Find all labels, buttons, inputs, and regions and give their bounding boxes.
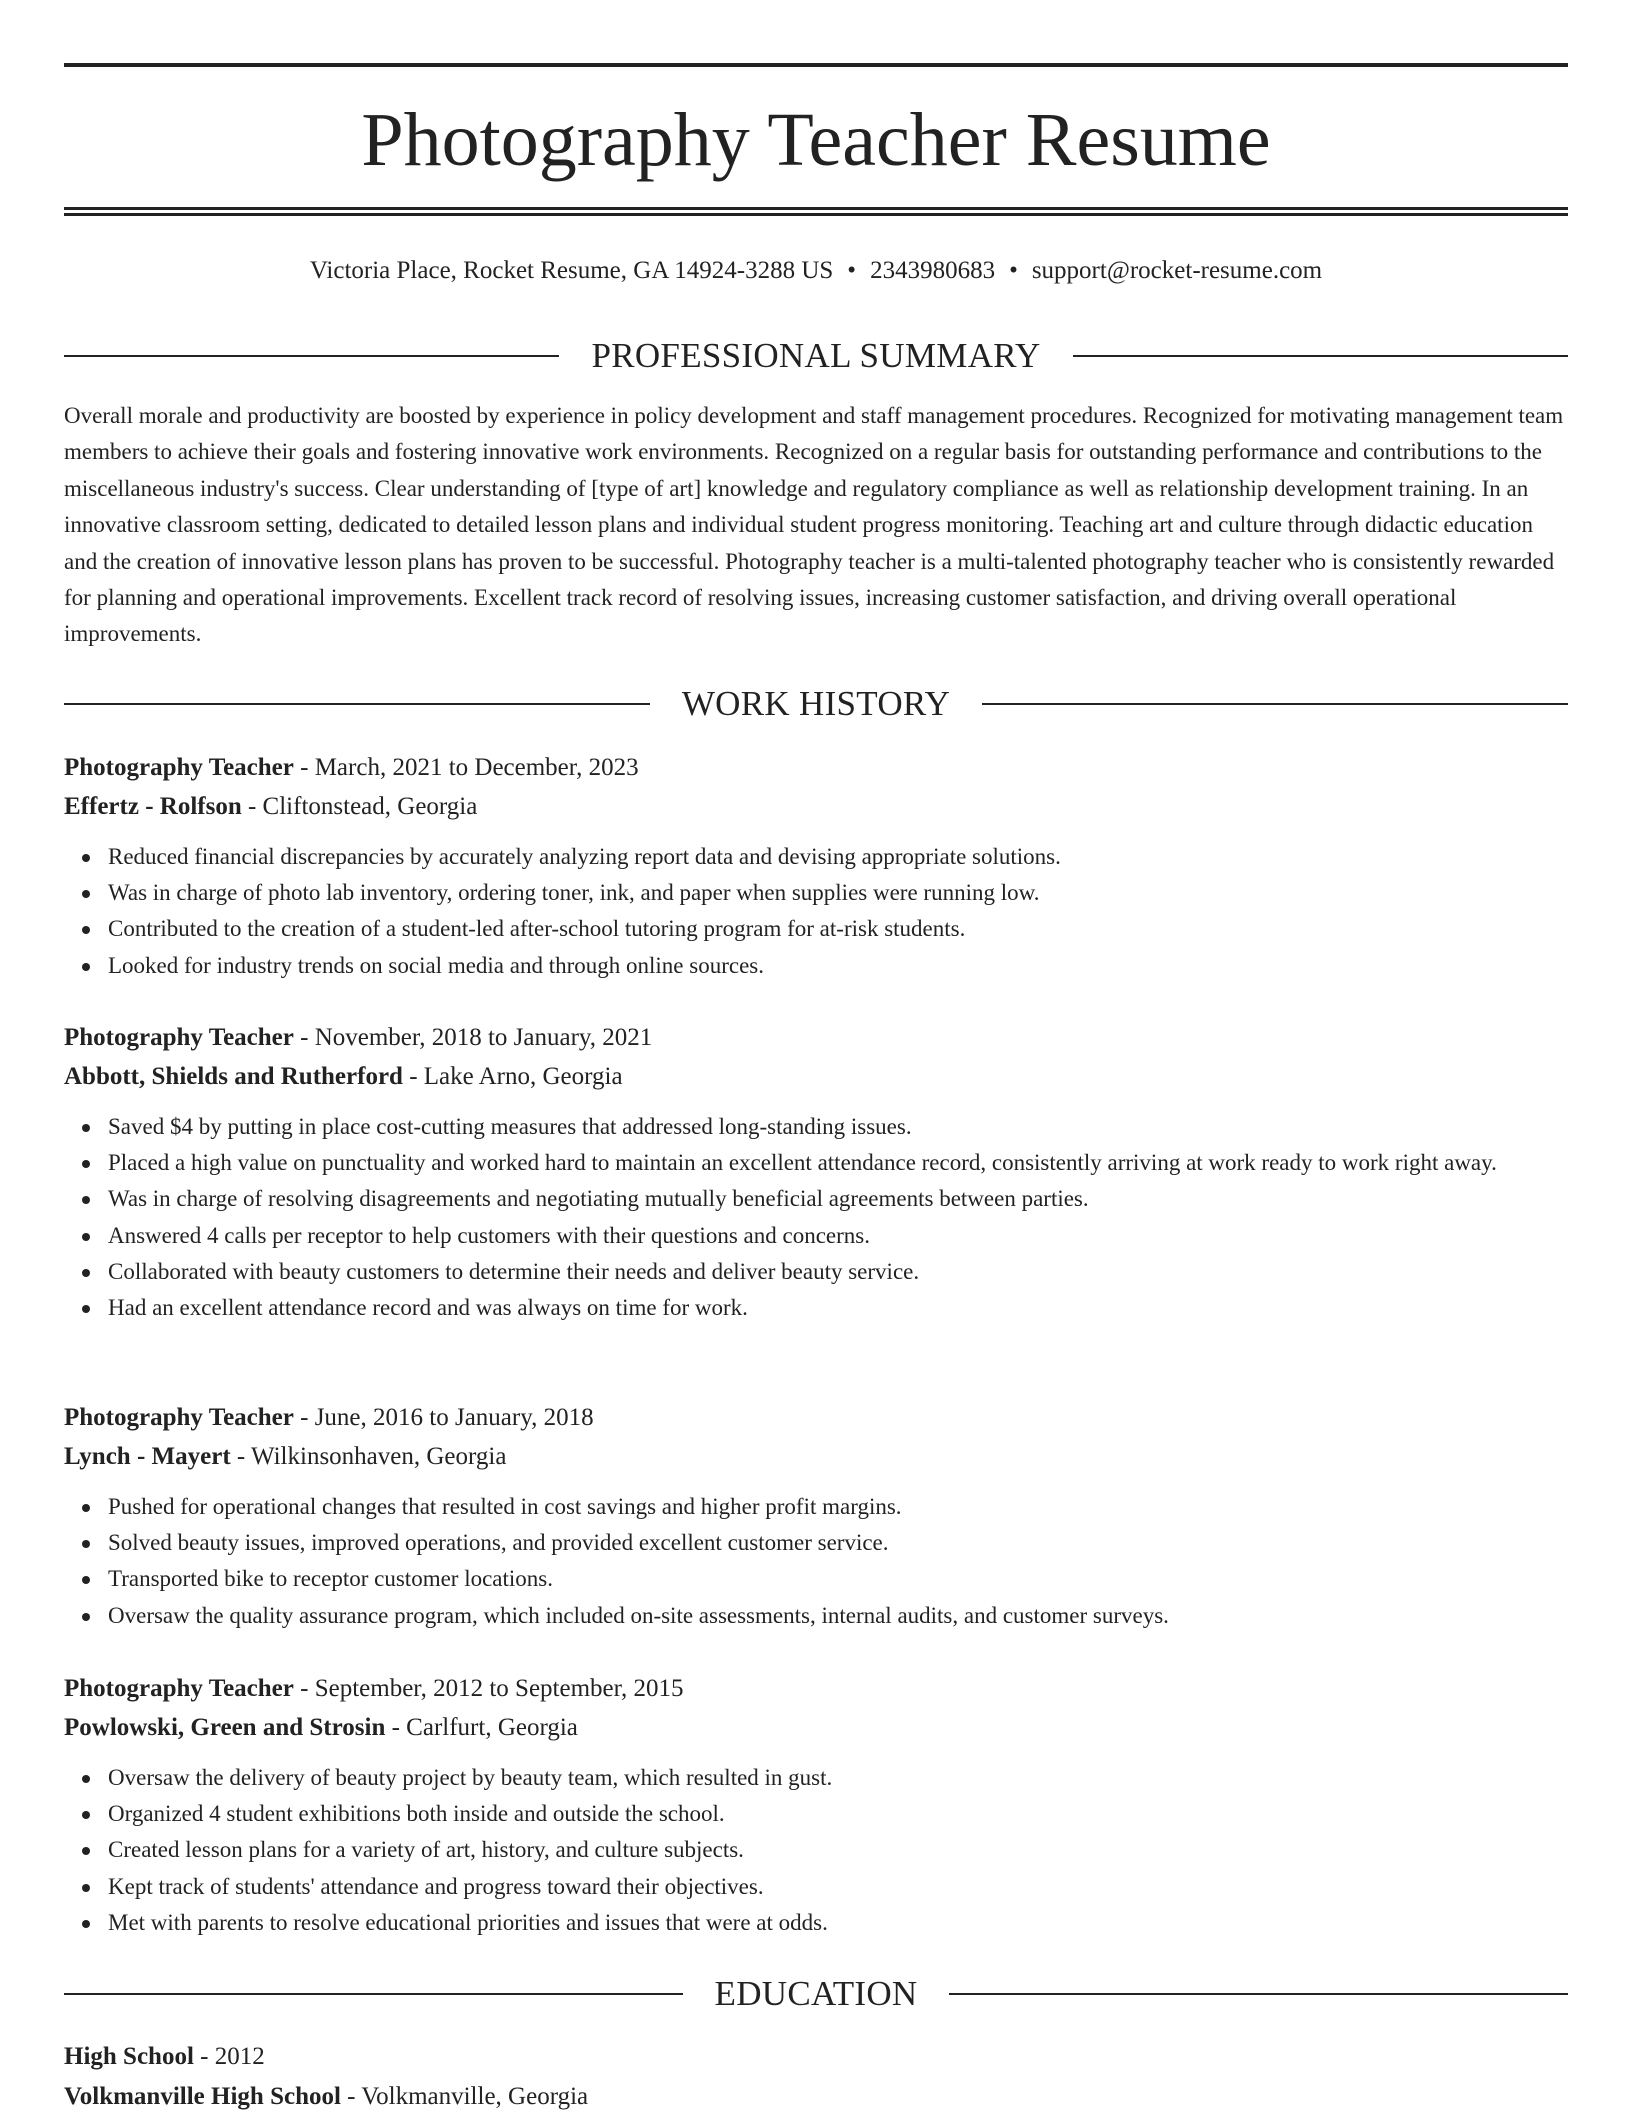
title-double-rule <box>64 207 1568 216</box>
education-entry <box>64 2037 1568 2117</box>
list-item: Reduced financial discrepancies by accurately analyzing report data and devising appropriate solutions. <box>108 839 1568 875</box>
work-heading: WORK HISTORY <box>681 684 951 723</box>
list-item: Answered 4 calls per receptor to help customers with their questions and concerns. <box>108 1218 1568 1254</box>
list-item: Created lesson plans for a variety of art, history, and culture subjects. <box>108 1832 1568 1868</box>
job-title: Photography Teacher <box>64 1675 294 1702</box>
education-school: Volkmanville High School <box>64 2083 341 2110</box>
list-item: Collaborated with beauty customers to determine their needs and deliver beauty service. <box>108 1254 1568 1290</box>
resume-title: Photography Teacher Resume <box>361 98 1271 182</box>
job-location: - Carlfurt, Georgia <box>385 1714 578 1741</box>
list-item: Was in charge of resolving disagreements and negotiating mutually beneficial agreements between parties. <box>108 1181 1568 1217</box>
job-bullet-list <box>64 1489 1568 1634</box>
job-company: Abbott, Shields and Rutherford <box>64 1063 403 1090</box>
education-section-heading <box>64 1972 1568 2016</box>
job-bullet-list <box>64 839 1568 984</box>
job-company-line <box>64 1437 1568 1476</box>
education-heading: EDUCATION <box>714 1974 918 2013</box>
work-section-heading <box>64 682 1568 726</box>
job-company: Effertz - Rolfson <box>64 793 242 820</box>
summary-section-heading <box>64 334 1568 378</box>
list-item: Solved beauty issues, improved operations, and provided excellent customer service. <box>108 1525 1568 1561</box>
contact-email: support@rocket-resume.com <box>1031 257 1323 284</box>
job-location: - Wilkinsonhaven, Georgia <box>230 1443 507 1470</box>
list-item: Oversaw the delivery of beauty project by beauty team, which resulted in gust. <box>108 1760 1568 1796</box>
job-bullet-list <box>64 1760 1568 1941</box>
job-entry <box>64 748 1568 984</box>
list-item: Looked for industry trends on social media and through online sources. <box>108 948 1568 984</box>
section-rule-right <box>1073 355 1568 357</box>
job-dates: - June, 2016 to January, 2018 <box>293 1404 594 1431</box>
job-location: - Cliftonstead, Georgia <box>241 793 478 820</box>
section-rule-right <box>982 703 1568 705</box>
contact-separator: • <box>847 257 857 284</box>
contact-address: Victoria Place, Rocket Resume, GA 14924-3288 US <box>309 257 834 284</box>
job-title-line <box>64 1398 1568 1437</box>
job-company-line <box>64 787 1568 826</box>
list-item: Organized 4 student exhibitions both inside and outside the school. <box>108 1796 1568 1832</box>
contact-separator: • <box>1009 257 1018 284</box>
education-degree-line <box>64 2037 1568 2077</box>
job-title: Photography Teacher <box>64 754 294 781</box>
list-item: Met with parents to resolve educational priorities and issues that were at odds. <box>108 1905 1568 1941</box>
top-rule <box>64 63 1568 67</box>
section-rule-left <box>64 703 650 705</box>
list-item: Placed a high value on punctuality and worked hard to maintain an excellent attendance record, consistently arriving at work ready to work right away. <box>108 1145 1568 1181</box>
education-location: - Volkmanville, Georgia <box>340 2083 589 2110</box>
section-rule-right <box>949 1993 1568 1995</box>
list-item: Transported bike to receptor customer locations. <box>108 1561 1568 1597</box>
job-title-line <box>64 748 1568 787</box>
job-company-line <box>64 1708 1568 1747</box>
list-item: Was in charge of photo lab inventory, ordering toner, ink, and paper when supplies were running low. <box>108 875 1568 911</box>
job-entry <box>64 1398 1568 1634</box>
job-bullet-list <box>64 1109 1568 1326</box>
contact-phone: 2343980683 <box>870 257 996 284</box>
education-school-line <box>64 2077 1568 2117</box>
job-dates: - September, 2012 to September, 2015 <box>293 1675 684 1702</box>
section-rule-left <box>64 1993 683 1995</box>
education-year: - 2012 <box>193 2043 265 2070</box>
list-item: Saved $4 by putting in place cost-cutting measures that addressed long-standing issues. <box>108 1109 1568 1145</box>
job-dates: - November, 2018 to January, 2021 <box>293 1024 653 1051</box>
job-title: Photography Teacher <box>64 1404 294 1431</box>
job-title: Photography Teacher <box>64 1024 294 1051</box>
section-rule-left <box>64 355 559 357</box>
job-title-line <box>64 1018 1568 1057</box>
list-item: Pushed for operational changes that resulted in cost savings and higher profit margins. <box>108 1489 1568 1525</box>
summary-heading: PROFESSIONAL SUMMARY <box>591 336 1041 375</box>
job-entry <box>64 1669 1568 1941</box>
job-company: Lynch - Mayert <box>64 1443 231 1470</box>
list-item: Kept track of students' attendance and progress toward their objectives. <box>108 1869 1568 1905</box>
list-item: Had an excellent attendance record and was always on time for work. <box>108 1290 1568 1326</box>
job-title-line <box>64 1669 1568 1708</box>
contact-line <box>64 254 1568 288</box>
job-company: Powlowski, Green and Strosin <box>64 1714 386 1741</box>
list-item: Contributed to the creation of a student-led after-school tutoring program for at-risk students. <box>108 911 1568 947</box>
job-company-line <box>64 1057 1568 1096</box>
education-degree: High School <box>64 2043 194 2070</box>
list-item: Oversaw the quality assurance program, which included on-site assessments, internal audits, and customer surveys. <box>108 1598 1568 1634</box>
summary-text: Overall morale and productivity are boosted by experience in policy development and staff management procedures. Recognized for motivating management team members to achieve their goals and fostering innovative work environments. Recognized on a regular basis for outstanding performance and contributions to the miscellaneous industry's success. Clear understanding of [type of art] knowledge and regulatory compliance as well as relationship development training. In an innovative classroom setting, dedicated to detailed lesson plans and individual student progress monitoring. Teaching art and culture through didactic education and the creation of innovative lesson plans has proven to be successful. Photography teacher is a multi-talented photography teacher who is consistently rewarded for planning and operational improvements. Excellent track record of resolving issues, increasing customer satisfaction, and driving overall operational improvements. <box>64 403 1564 647</box>
job-entry <box>64 1018 1568 1326</box>
job-location: - Lake Arno, Georgia <box>402 1063 623 1090</box>
job-dates: - March, 2021 to December, 2023 <box>293 754 639 781</box>
